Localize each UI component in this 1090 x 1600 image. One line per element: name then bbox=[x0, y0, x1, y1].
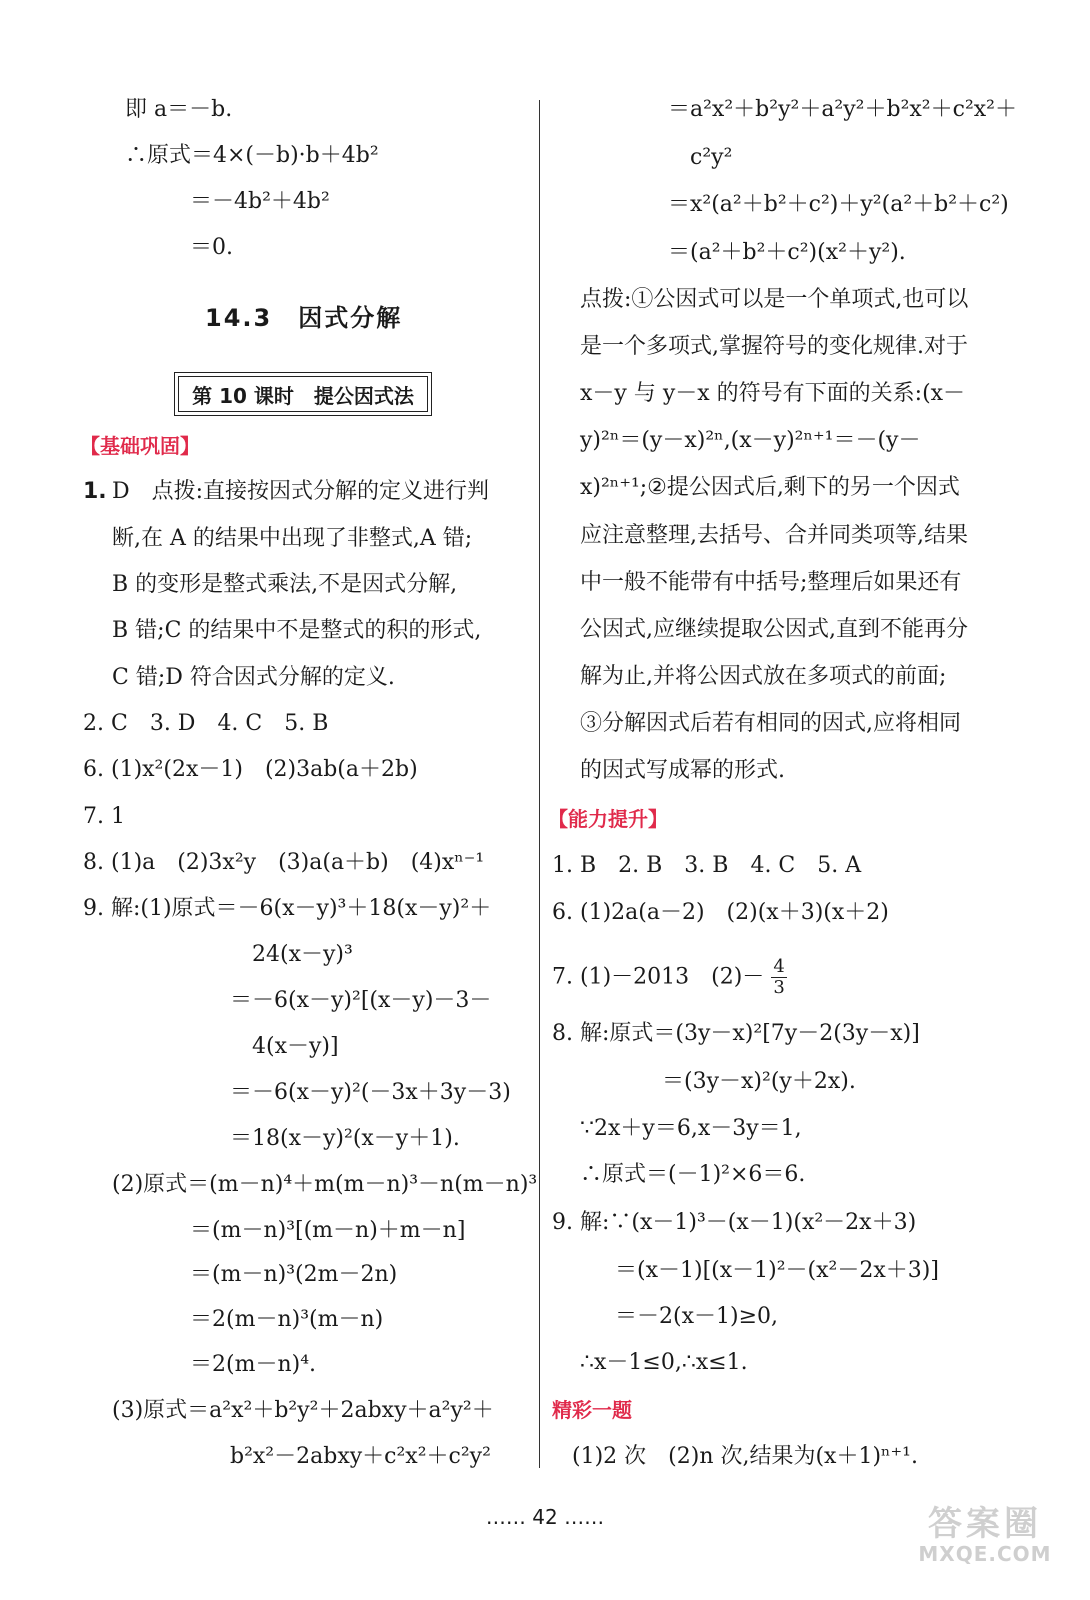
answer-line: 8. (1)a (2)3x²y (3)a(a＋b) (4)xⁿ⁻¹ bbox=[83, 850, 485, 875]
question-number: 1. bbox=[83, 479, 107, 504]
solution-line: (2)原式＝(m－n)⁴＋m(m－n)³－n(m－n)³ bbox=[112, 1172, 538, 1197]
answer-line bbox=[552, 957, 787, 998]
tip-line: 应注意整理,去括号、合并同类项等,结果 bbox=[580, 523, 968, 548]
answer-line: 断,在 A 的结果中出现了非整式,A 错; bbox=[112, 526, 473, 551]
text-line: ∴原式＝4×(－b)·b＋4b² bbox=[125, 143, 379, 168]
tip-line: 解为止,并将公因式放在多项式的前面; bbox=[580, 664, 947, 689]
fraction-denominator: 3 bbox=[773, 977, 785, 998]
text-line: ＝－4b²＋4b² bbox=[190, 189, 330, 214]
tip-line: 的因式写成幂的形式. bbox=[580, 758, 785, 783]
solution-line: 24(x－y)³ bbox=[252, 942, 353, 967]
text-line: 即 a＝－b. bbox=[125, 97, 233, 122]
answer-line: (1)2 次 (2)n 次,结果为(x＋1)ⁿ⁺¹. bbox=[572, 1444, 918, 1469]
answer-line: D 点拨:直接按因式分解的定义进行判 bbox=[112, 479, 490, 504]
answer-text: 7. (1)－2013 (2)－ bbox=[552, 964, 765, 990]
solution-line: ＝－2(x－1)≥0, bbox=[615, 1304, 778, 1329]
solution-line: 4(x－y)] bbox=[252, 1034, 339, 1059]
fraction bbox=[771, 957, 786, 998]
ability-section-header: 【能力提升】 bbox=[548, 807, 668, 831]
answer-line: 6. (1)x²(2x－1) (2)3ab(a＋2b) bbox=[83, 757, 418, 782]
solution-line: ＝x²(a²＋b²＋c²)＋y²(a²＋b²＋c²) bbox=[668, 192, 1009, 217]
answer-line: B 错;C 的结果中不是整式的积的形式, bbox=[112, 618, 482, 643]
tip-line: ③分解因式后若有相同的因式,应将相同 bbox=[580, 711, 961, 736]
basic-section-header: 【基础巩固】 bbox=[80, 434, 200, 458]
watermark-text: 答案圈 bbox=[928, 1504, 1042, 1544]
solution-line: ＝18(x－y)²(x－y＋1). bbox=[230, 1126, 460, 1151]
solution-line: ＝(m－n)³[(m－n)＋m－n] bbox=[190, 1218, 466, 1243]
solution-line: ＝－6(x－y)²[(x－y)－3－ bbox=[230, 988, 492, 1013]
tip-line: 中一般不能带有中括号;整理后如果还有 bbox=[580, 570, 962, 595]
solution-line: ＝2(m－n)⁴. bbox=[190, 1352, 317, 1377]
column-divider bbox=[539, 100, 540, 1468]
tip-line: 是一个多项式,掌握符号的变化规律.对于 bbox=[580, 334, 968, 359]
answer-line: 7. 1 bbox=[83, 804, 125, 829]
tip-line: x)²ⁿ⁺¹;②提公因式后,剩下的另一个因式 bbox=[580, 475, 960, 500]
solution-line: ∵2x＋y＝6,x－3y＝1, bbox=[580, 1116, 802, 1141]
tip-line: 公因式,应继续提取公因式,直到不能再分 bbox=[580, 617, 968, 642]
solution-line: ＝(x－1)[(x－1)²－(x²－2x＋3)] bbox=[615, 1258, 939, 1283]
solution-line: ＝(3y－x)²(y＋2x). bbox=[662, 1069, 856, 1094]
answer-line: 6. (1)2a(a－2) (2)(x＋3)(x＋2) bbox=[552, 900, 889, 925]
tip-line: y)²ⁿ＝(y－x)²ⁿ,(x－y)²ⁿ⁺¹＝－(y－ bbox=[580, 428, 921, 453]
solution-line: 8. 解:原式＝(3y－x)²[7y－2(3y－x)] bbox=[552, 1021, 920, 1046]
lesson-title: 第 10 课时 提公因式法 bbox=[178, 376, 428, 412]
text-line: ＝0. bbox=[190, 235, 233, 260]
solution-line: ＝(m－n)³(2m－2n) bbox=[190, 1262, 398, 1287]
solution-line: b²x²－2abxy＋c²x²＋c²y² bbox=[230, 1444, 491, 1469]
answer-line: 1. B 2. B 3. B 4. C 5. A bbox=[552, 853, 862, 878]
solution-line: 9. 解:∵(x－1)³－(x－1)(x²－2x＋3) bbox=[552, 1210, 917, 1235]
watermark-url: MXQE.COM bbox=[918, 1542, 1052, 1566]
answer-line: 2. C 3. D 4. C 5. B bbox=[83, 711, 329, 736]
page-number: …… 42 …… bbox=[485, 1505, 605, 1529]
solution-line: ＝(a²＋b²＋c²)(x²＋y²). bbox=[668, 240, 906, 265]
solution-line: ∴x－1≤0,∴x≤1. bbox=[580, 1350, 748, 1375]
solution-line: 9. 解:(1)原式＝－6(x－y)³＋18(x－y)²＋ bbox=[83, 896, 492, 921]
tip-line: 点拨:①公因式可以是一个单项式,也可以 bbox=[580, 287, 969, 312]
solution-line: c²y² bbox=[690, 145, 733, 170]
tip-line: x－y 与 y－x 的符号有下面的关系:(x－ bbox=[580, 381, 966, 406]
answer-line: B 的变形是整式乘法,不是因式分解, bbox=[112, 572, 458, 597]
site-watermark bbox=[910, 1506, 1060, 1572]
section-title: 14.3 因式分解 bbox=[205, 304, 403, 332]
fraction-numerator: 4 bbox=[773, 956, 785, 977]
solution-line: ∴原式＝(－1)²×6＝6. bbox=[580, 1162, 806, 1187]
solution-line: ＝2(m－n)³(m－n) bbox=[190, 1307, 384, 1332]
solution-line: ＝a²x²＋b²y²＋a²y²＋b²x²＋c²x²＋ bbox=[668, 97, 1017, 122]
solution-line: (3)原式＝a²x²＋b²y²＋2abxy＋a²y²＋ bbox=[112, 1398, 494, 1423]
highlight-section-header: 精彩一题 bbox=[552, 1398, 632, 1422]
answer-line: C 错;D 符合因式分解的定义. bbox=[112, 665, 395, 690]
solution-line: ＝－6(x－y)²(－3x＋3y－3) bbox=[230, 1080, 511, 1105]
